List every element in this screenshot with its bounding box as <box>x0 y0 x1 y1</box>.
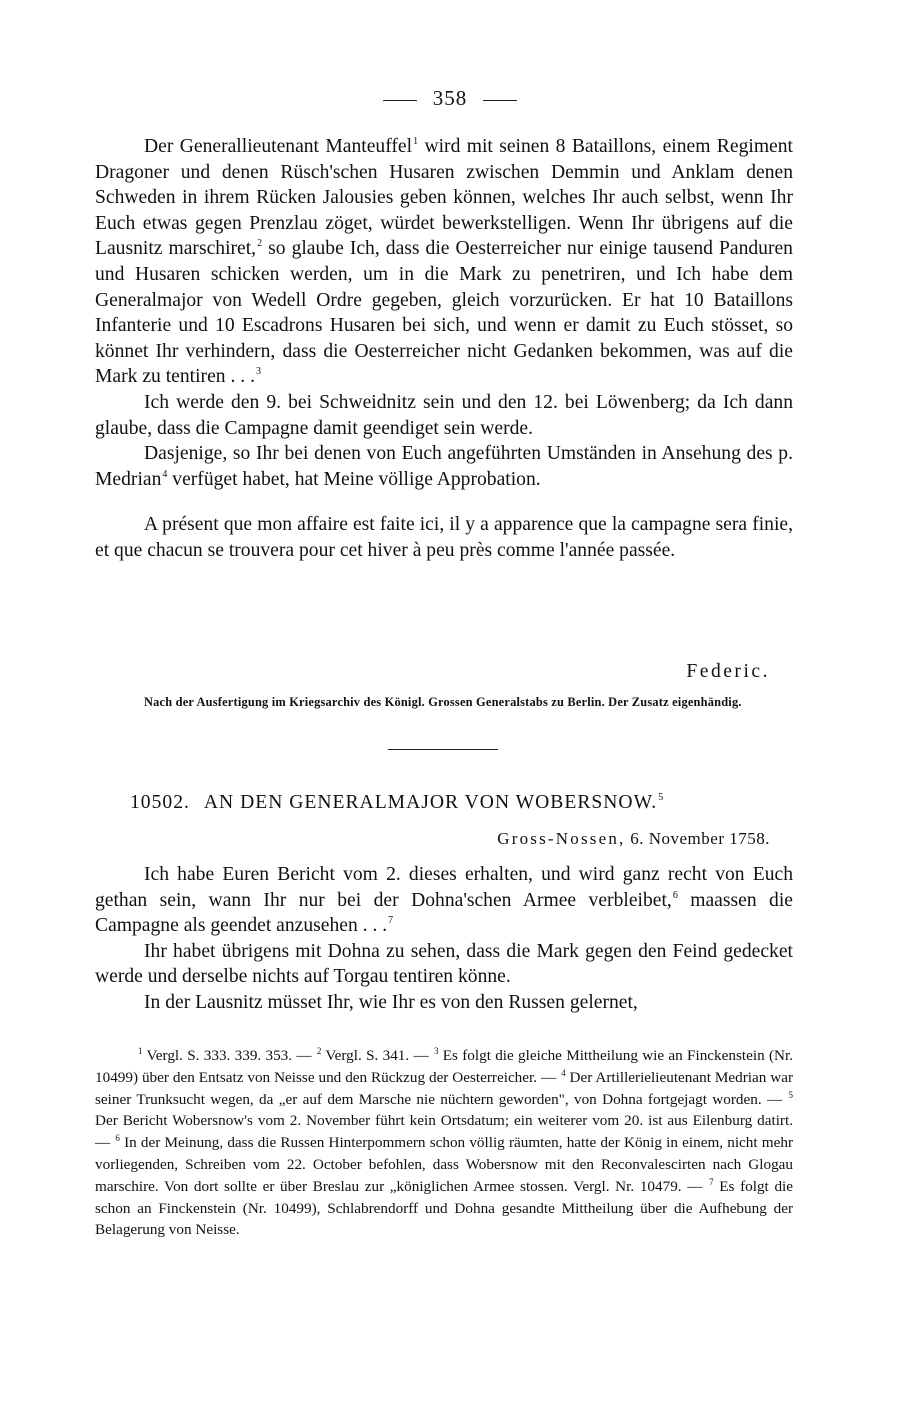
source-note: Nach der Ausfertigung im Kriegsarchiv des Königl. Grossen Generalstabs zu Berlin. Der Zusatz eigenhändig. <box>144 695 742 709</box>
footnotes <box>95 1045 793 1241</box>
footnote-ref: 2 <box>257 238 263 250</box>
footnote-text: Der Artillerielieutenant Medrian war seiner Trunksucht wegen, da „er auf dem Marsche nie nüchtern geworden", von Dohna fortgejagt worden. — <box>95 1068 793 1108</box>
text-run: verfüget habet, hat Meine völlige Approbation. <box>167 468 541 490</box>
paragraph <box>95 441 793 492</box>
footnote-text: Vergl. S. 341. — <box>321 1047 433 1064</box>
paragraph-french: A présent que mon affaire est faite ici, il y a apparence que la campagne sera finie, et que chacun se trouvera pour cet hiver à peu près comme l'année passée. <box>95 514 793 561</box>
place: Gross-Nossen, <box>497 829 626 848</box>
text-run: Der Generallieutenant Manteuffel <box>144 136 413 157</box>
date: 6. November 1758. <box>630 829 770 848</box>
footnote-number: 3 <box>433 1046 439 1056</box>
place-date <box>497 829 770 849</box>
footnote-text: Vergl. S. 333. 339. 353. — <box>142 1047 316 1064</box>
letter-body-1 <box>95 134 793 564</box>
paragraph <box>95 862 793 939</box>
footnote-ref: 3 <box>255 366 261 378</box>
text-run: maassen die Campagne als geendet anzusehen . . . <box>95 889 793 937</box>
section-divider <box>388 749 498 750</box>
paragraph: Ich werde den 9. bei Schweidnitz sein und den 12. bei Löwenberg; da Ich dann glaube, dass die Campagne damit geendiget sein werde. <box>95 391 793 439</box>
text-run: Ich habe Euren Bericht vom 2. dieses erhalten, und wird ganz recht von Euch gethan sein, wann Ihr nur bei der Dohna'schen Armee verbleibet, <box>95 864 793 911</box>
footnote-ref: 1 <box>413 136 419 147</box>
footnote-number: 7 <box>709 1176 714 1187</box>
footnote-ref: 7 <box>388 915 394 927</box>
letter-title: AN DEN GENERALMAJOR VON WOBERSNOW. <box>203 792 658 813</box>
text-run: Dasjenige, so Ihr bei denen von Euch angeführten Umständen in Ansehung des p. Medrian <box>95 443 793 490</box>
letter-number: 10502. <box>130 792 190 813</box>
footnote-number: 2 <box>316 1046 322 1056</box>
text-run: so glaube Ich, dass die Oesterreicher nur einige tausend Panduren und Husaren schicken werden, um in die Mark zu penetriren, und Ich habe dem Generalmajor von Wedell Ordre gegeben, gleich vorzurücken. Er hat 10 Bataillons Infanterie und 10 Escadrons Husaren bei sich, und wenn er damit zu Euch stösset, so könnet Ihr verhindern, dass die Oesterreicher nicht Gedanken bekommen, was auf die Mark zu tentiren . . . <box>95 238 793 388</box>
text-run: wird mit seinen 8 Bataillons, einem Regiment Dragoner und denen Rüsch'schen Husaren zwischen Demmin und Anklam denen Schweden in ihrem Rücken Jalousies geben können, welches Ihr auch selbst, wenn Ihr Euch etwas gegen Prenzlau zöget, würdet bewerkstelligen. Wenn Ihr übrigens auf die Lausnitz marschiret, <box>95 136 793 260</box>
footnote-ref: 6 <box>672 889 678 901</box>
page-header <box>0 86 900 111</box>
header-dash-right <box>483 100 517 101</box>
footnote-text: In der Meinung, dass die Russen Hinterpommern schon völlig räumten, hatte der König in einem, nicht mehr vorliegenden, Schreiben vom 22. October befohlen, dass Wobersnow mit den Reconvalescirten nach Glogau marschire. Von dort sollte er über Breslau zur „königlichen Armee stossen. Vergl. Nr. 10479. — <box>95 1134 794 1195</box>
footnote-text: Es folgt die gleiche Mittheilung wie an Finckenstein (Nr. 10499) über den Entsatz von Neisse und den Rückzug der Oesterreicher. — <box>95 1047 793 1086</box>
footnote-number: 5 <box>788 1089 793 1100</box>
paragraph <box>95 134 793 390</box>
paragraph: Ihr habet übrigens mit Dohna zu sehen, dass die Mark gegen den Feind gedecket werde und derselbe nichts auf Torgau tentiren könne. <box>95 940 793 988</box>
footnote-text: Es folgt die schon an Finckenstein (Nr. 10499), Schlabrendorff und Dohna gesandte Mittheilung über die Aufhebung der Belagerung von Neisse. <box>95 1177 793 1239</box>
letter-body-2 <box>95 862 793 1016</box>
page-number: 358 <box>432 86 468 110</box>
letter-heading <box>130 792 664 814</box>
footnote-text: Der Bericht Wobersnow's vom 2. November führt kein Ortsdatum; ein weiterer vom 20. ist aus Eilenburg datirt. — <box>95 1112 793 1152</box>
footnote-ref: 5 <box>658 792 665 803</box>
paragraph: In der Lausnitz müsset Ihr, wie Ihr es von den Russen gelernet, <box>144 991 638 1013</box>
footnote-number: 6 <box>115 1133 120 1144</box>
footnote-ref: 4 <box>162 468 168 480</box>
footnote-number: 4 <box>561 1067 566 1078</box>
footnote-number: 1 <box>138 1046 143 1056</box>
signature: Federic. <box>686 661 770 682</box>
header-dash-left <box>383 100 417 101</box>
